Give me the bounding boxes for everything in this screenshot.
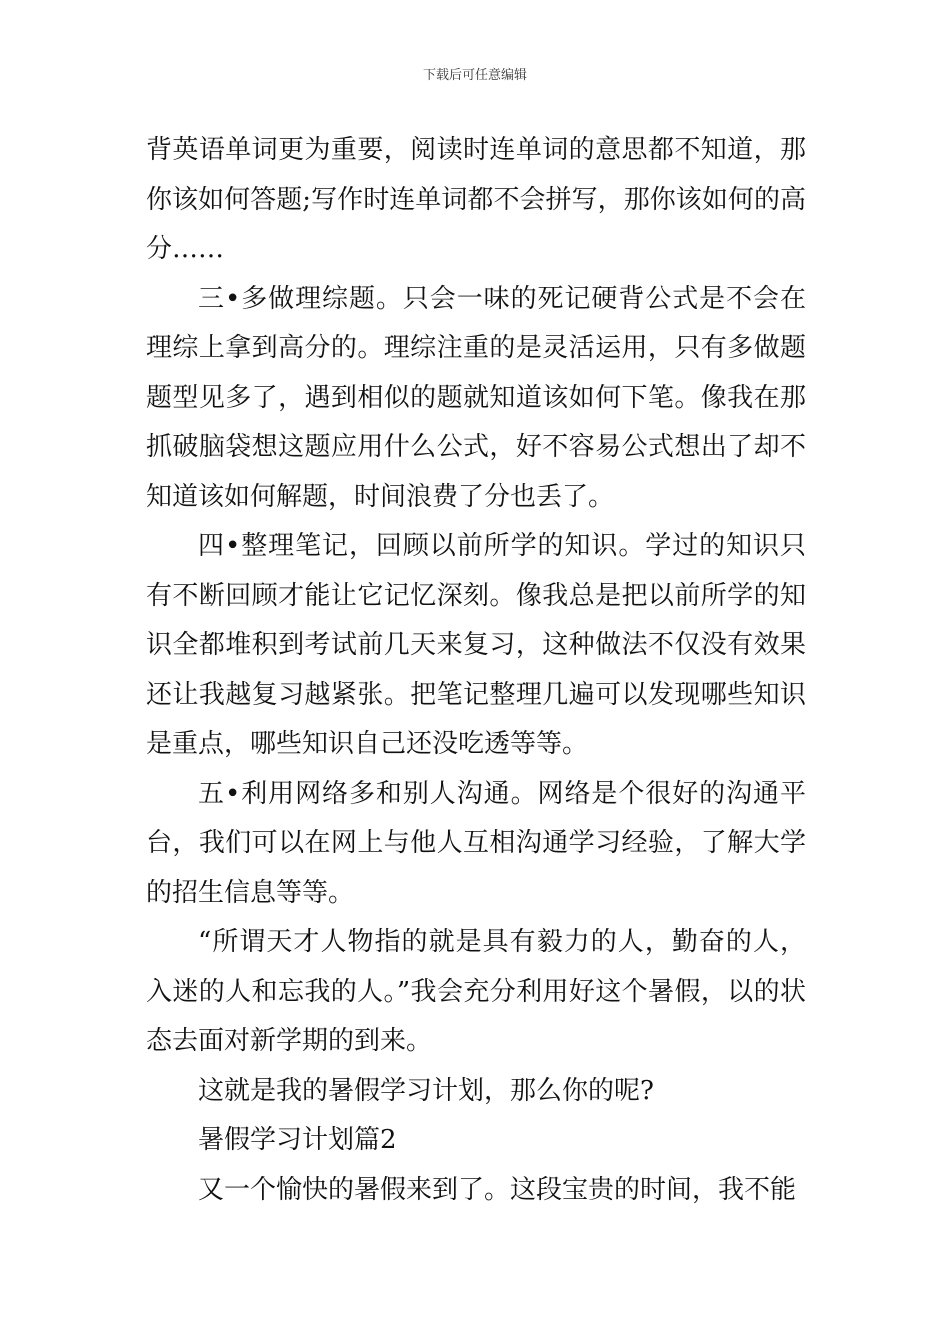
paragraph-new-summer: 又一个愉快的暑假来到了。这段宝贵的时间，我不能 xyxy=(198,1174,797,1205)
paragraph-notes-review: 四•整理笔记，回顾以前所学的知识。学过的知识只有不断回顾才能让它记忆深刻。像我总是把以前所学的知识全都堆积到考试前几天来复习，这种做法不仅没有效果还让我越复习越紧张。把笔记整理几遍可以发现哪些知识是重点，哪些知识自己还没吃透等等。 xyxy=(146,531,806,759)
paragraph-closing-question: 这就是我的暑假学习计划，那么你的呢? xyxy=(198,1075,654,1106)
page-header-note: 下载后可任意编辑 xyxy=(422,68,527,83)
document-body xyxy=(146,126,806,1215)
section-title-plan-2: 暑假学习计划篇2 xyxy=(198,1125,397,1155)
paragraph-english-words: 背英语单词更为重要，阅读时连单词的意思都不知道，那你该如何答题;写作时连单词都不会拼写，那你该如何的高分…… xyxy=(146,135,806,264)
paragraph-science-practice: 三•多做理综题。只会一味的死记硬背公式是不会在理综上拿到高分的。理综注重的是灵活运用，只有多做题题型见多了，遇到相似的题就知道该如何下笔。像我在那抓破脑袋想这题应用什么公式，好不容易公式想出了却不知道该如何解题，时间浪费了分也丢了。 xyxy=(146,283,806,512)
paragraph-network-communication: 五•利用网络多和别人沟通。网络是个很好的沟通平台，我们可以在网上与他人互相沟通学习经验，了解大学的招生信息等等。 xyxy=(146,778,806,908)
paragraph-quote: “所谓天才人物指的就是具有毅力的人，勤奋的人，入迷的人和忘我的人。”我会充分利用好这个暑假，以的状态去面对新学期的到来。 xyxy=(146,927,806,1056)
